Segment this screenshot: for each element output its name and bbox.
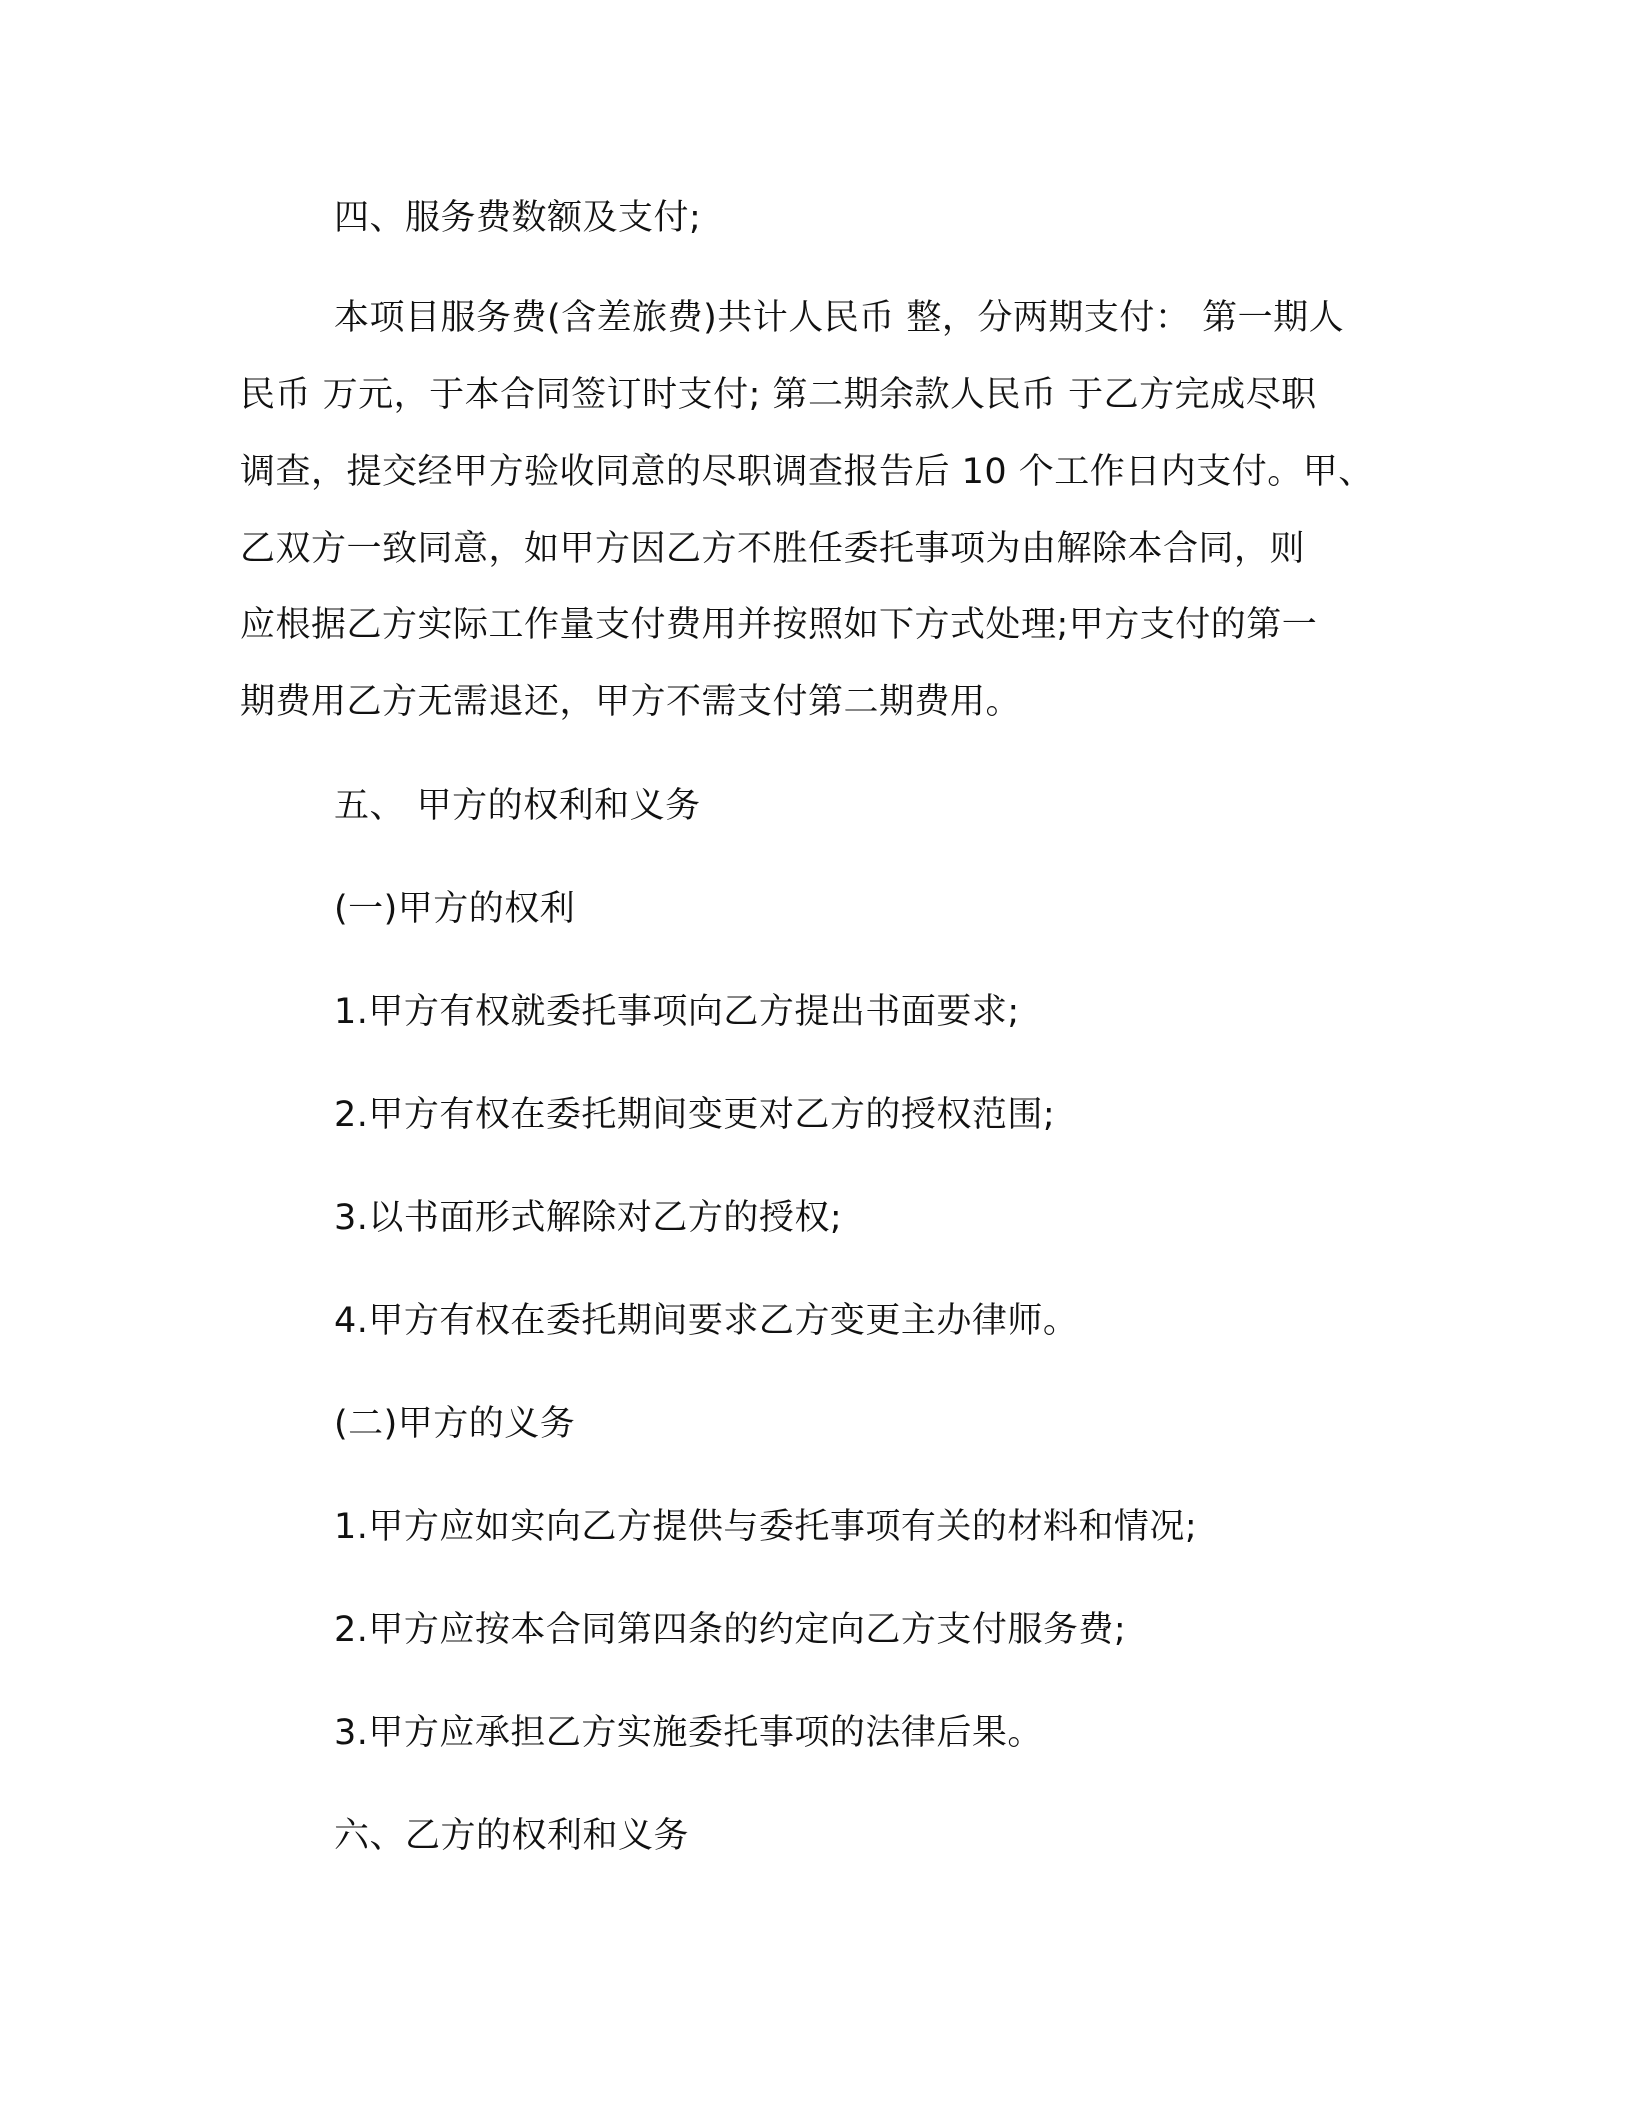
section-6-heading: 六、乙方的权利和义务	[334, 1816, 690, 1856]
duties-heading: (二)甲方的义务	[334, 1404, 576, 1444]
rights-item: 3.以书面形式解除对乙方的授权;	[334, 1198, 843, 1238]
section-5-heading: 五、 甲方的权利和义务	[334, 786, 701, 826]
paragraph-line: 应根据乙方实际工作量支付费用并按照如下方式处理;甲方支付的第一	[240, 605, 1318, 645]
paragraph-line: 民币 万元，于本合同签订时支付; 第二期余款人民币 于乙方完成尽职	[240, 375, 1317, 415]
paragraph-line: 调查，提交经甲方验收同意的尽职调查报告后 10 个工作日内支付。甲、	[240, 452, 1374, 492]
duties-item: 3.甲方应承担乙方实施委托事项的法律后果。	[334, 1713, 1043, 1753]
rights-heading: (一)甲方的权利	[334, 889, 576, 929]
paragraph-line: 期费用乙方无需退还，甲方不需支付第二期费用。	[240, 682, 1022, 722]
rights-item: 4.甲方有权在委托期间要求乙方变更主办律师。	[334, 1301, 1079, 1341]
rights-item: 1.甲方有权就委托事项向乙方提出书面要求;	[334, 992, 1020, 1032]
paragraph-line: 本项目服务费(含差旅费)共计人民币 整，分两期支付： 第一期人	[334, 298, 1345, 338]
duties-item: 2.甲方应按本合同第四条的约定向乙方支付服务费;	[334, 1610, 1127, 1650]
rights-item: 2.甲方有权在委托期间变更对乙方的授权范围;	[334, 1095, 1056, 1135]
paragraph-line: 乙双方一致同意，如甲方因乙方不胜任委托事项为由解除本合同，则	[240, 529, 1306, 569]
duties-item: 1.甲方应如实向乙方提供与委托事项有关的材料和情况;	[334, 1507, 1198, 1547]
section-4-heading: 四、服务费数额及支付;	[334, 198, 702, 238]
